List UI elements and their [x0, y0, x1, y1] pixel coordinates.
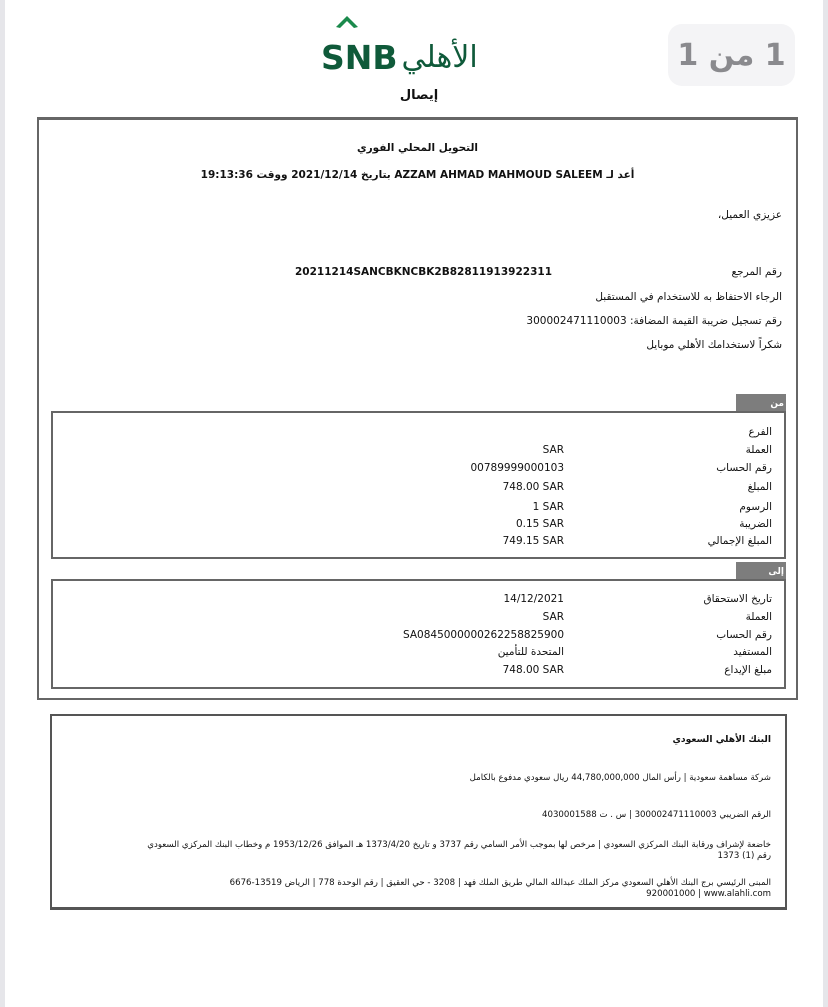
- from-row-branch: [53, 426, 784, 444]
- reference-value: 20211214SANCBKNCBK2B82811913922311: [295, 266, 552, 278]
- row-value: 749.15 SAR: [502, 535, 564, 547]
- document-page: [5, 0, 823, 1007]
- from-row-account: [53, 462, 784, 480]
- prepared-for: أعد لـ AZZAM AHMAD MAHMOUD SALEEM بتاريخ 2021/12/14 ووقت 19:13:36: [200, 169, 635, 181]
- transfer-type: التحويل المحلي الفوري: [356, 142, 478, 154]
- document-title: إيصال: [399, 88, 439, 103]
- row-label: مبلغ الإيداع: [724, 664, 772, 676]
- row-value: 748.00 SAR: [502, 481, 564, 493]
- row-label: المستفيد: [733, 646, 772, 658]
- to-row-beneficiary: [53, 646, 784, 664]
- row-label: الرسوم: [739, 501, 772, 513]
- row-value: SA0845000000262258825900: [402, 629, 564, 641]
- thanks-line: شكراً لاستخدامك الأهلي موبايل: [646, 339, 782, 351]
- to-row-currency: [53, 611, 784, 629]
- row-label: تاريخ الاستحقاق: [703, 593, 772, 605]
- row-value: 00789999000103: [470, 462, 564, 474]
- snb-logo: [321, 26, 501, 76]
- row-label: الضريبة: [739, 518, 772, 530]
- row-label: العملة: [745, 611, 772, 623]
- page-indicator: 1 من 1: [668, 24, 795, 86]
- row-value: 1 SAR: [532, 501, 564, 513]
- logo-chevron-icon: [336, 15, 358, 29]
- from-row-currency: [53, 444, 784, 462]
- to-section-tab: إلى: [736, 562, 786, 579]
- row-value: SAR: [542, 611, 564, 623]
- bank-footer: [50, 714, 787, 910]
- greeting: عزيزي العميل،: [717, 209, 782, 221]
- logo-arabic: الأهلي: [401, 40, 478, 75]
- from-row-amount: [53, 481, 784, 499]
- row-value: المتحدة للتأمين: [497, 646, 564, 658]
- row-value: 0.15 SAR: [515, 518, 564, 530]
- row-label: العملة: [745, 444, 772, 456]
- footer-tax-cr: الرقم الضريبي 300002471110003 | س . ت 4030001588: [542, 810, 771, 820]
- row-label: المبلغ: [747, 481, 772, 493]
- to-row-account: [53, 629, 784, 647]
- footer-regulation-1: خاضعة لإشراف ورقابة البنك المركزي السعودي | مرخص لها بموجب الأمر السامي رقم 3737 و تاريخ 1373/4/20 هـ الموافق 1953/12/26 م وخطاب البنك المركزي السعودي: [147, 840, 771, 850]
- row-label: رقم الحساب: [716, 629, 772, 641]
- row-label: الفرع: [748, 426, 772, 438]
- keep-note: الرجاء الاحتفاظ به للاستخدام في المستقبل: [595, 291, 782, 303]
- to-row-due-date: [53, 593, 784, 611]
- row-value: SAR: [542, 444, 564, 456]
- vat-line: رقم تسجيل ضريبة القيمة المضافة: 300002471110003: [526, 315, 782, 327]
- footer-bank-name: البنك الأهلي السعودي: [672, 734, 771, 745]
- receipt-box: [37, 117, 798, 700]
- footer-capital: شركة مساهمة سعودية | رأس المال 44,780,000,000 ريال سعودي مدفوع بالكامل: [469, 773, 771, 783]
- from-section-tab: من: [736, 394, 786, 411]
- row-value: 748.00 SAR: [502, 664, 564, 676]
- footer-address-1: المبنى الرئيسي برج البنك الأهلي السعودي مركز الملك عبدالله المالي طريق الملك فهد | 3208 - حي العقيق | رقم الوحدة 778 | الرياض 13519-6676: [229, 878, 771, 888]
- row-label: رقم الحساب: [716, 462, 772, 474]
- from-section: [51, 411, 786, 559]
- row-value: 14/12/2021: [503, 593, 564, 605]
- from-row-fees: [53, 501, 784, 519]
- to-section: [51, 579, 786, 689]
- logo-latin: SNB: [321, 38, 398, 77]
- from-row-total: [53, 535, 784, 553]
- footer-address-2[interactable]: 920001000 | www.alahli.com: [646, 889, 771, 899]
- row-label: المبلغ الإجمالي: [707, 535, 772, 547]
- reference-label: رقم المرجع: [731, 266, 782, 278]
- footer-regulation-2: رقم (1) 1373: [717, 851, 771, 861]
- to-row-deposit-amount: [53, 664, 784, 682]
- from-row-tax: [53, 518, 784, 536]
